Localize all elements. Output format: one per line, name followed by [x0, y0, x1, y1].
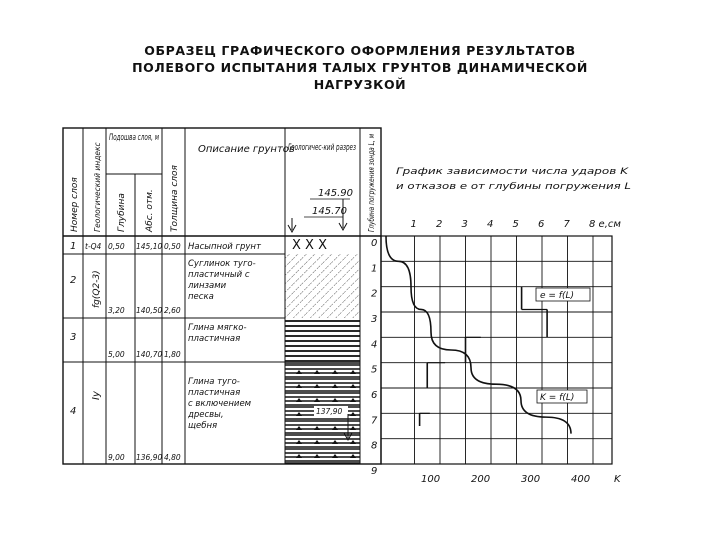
graph-caption-1: График зависимости числа ударов K — [396, 167, 630, 177]
e-tick-label: 2 — [436, 219, 443, 230]
k-tick-label: 400 — [571, 474, 591, 485]
section-mark-top: 145.90 — [318, 188, 353, 199]
row-4-desc-5: щебня — [188, 421, 218, 431]
row-2-desc-4: песка — [188, 292, 214, 302]
geological-section — [285, 238, 360, 464]
index-label-iy: Iy — [91, 391, 102, 400]
row-3-no: 3 — [70, 332, 77, 343]
section-mark-bottom: 145.70 — [312, 206, 347, 217]
row-1-thick: 0,50 — [164, 242, 181, 251]
row-4-desc-3: с включением — [188, 399, 252, 409]
row-4-desc-2: пластичная — [188, 388, 241, 398]
depth-tick-label: 7 — [371, 415, 378, 427]
row-3-depth: 5,00 — [108, 350, 125, 359]
table-row — [70, 377, 252, 462]
row-4-abs: 136,90 — [136, 453, 163, 462]
k-axis-ticks — [421, 474, 622, 485]
k-curve — [386, 236, 571, 434]
row-4-desc-1: Глина туго- — [188, 377, 240, 387]
row-3-abs: 140,70 — [136, 350, 163, 359]
row-4-desc-4: дресвы, — [188, 410, 224, 420]
row-4-depth: 9,00 — [108, 453, 125, 462]
row-2-no: 2 — [70, 275, 77, 286]
loam-hatch — [285, 254, 360, 318]
soft-clay-hatch — [285, 318, 360, 362]
e-tick-label: 5 — [512, 219, 519, 230]
title-line-3: НАГРУЗКОЙ — [313, 77, 407, 92]
header-description: Описание грунтов — [198, 144, 295, 155]
depth-tick-label: 2 — [371, 288, 378, 300]
e-axis-ticks — [411, 219, 622, 230]
depth-tick-label: 1 — [371, 263, 378, 275]
header-abs-mark: Абс. отм. — [145, 189, 155, 232]
row-2-abs: 140,50 — [136, 306, 163, 315]
series-e-f-l — [420, 287, 547, 426]
row-1-abs: 145,10 — [136, 242, 163, 251]
depth-tick-label: 9 — [371, 466, 378, 477]
header-section: Геологичес-кий разрез — [288, 143, 357, 153]
fill-marks: X X X — [292, 238, 327, 253]
e-tick-label: 4 — [487, 219, 494, 230]
row-1-index: t-Q4 — [85, 242, 102, 251]
row-3-desc-1: Глина мягко- — [188, 323, 247, 333]
e-tick-label: 6 — [538, 219, 545, 230]
graph-frame — [381, 236, 612, 464]
section-mark-arrow-2 — [288, 218, 296, 232]
row-4-thick: 4,80 — [164, 453, 181, 462]
graph-grid — [381, 236, 612, 464]
depth-tick-label: 3 — [371, 314, 378, 325]
depth-tick-label: 8 — [371, 440, 378, 452]
header-geo-index: Геологический индекс — [93, 142, 102, 232]
title-line-2: ПОЛЕВОГО ИСПЫТАНИЯ ТАЛЫХ ГРУНТОВ ДИНАМИЧЕСКОЙ — [132, 60, 588, 75]
row-3-desc-2: пластичная — [188, 334, 241, 344]
row-2-desc-1: Суглинок туго- — [188, 259, 256, 269]
label-e-f-l: e = f(L) — [540, 291, 575, 301]
e-tick-label: 7 — [563, 219, 570, 230]
table-row — [70, 241, 262, 252]
e-tick-label: 8 e,см — [589, 219, 621, 230]
depth-scale — [371, 238, 378, 477]
header-sole: Подошва слоя, м — [109, 133, 160, 143]
row-2-desc-3: линзами — [188, 281, 227, 291]
header-layer-no: Номер слоя — [70, 177, 80, 232]
row-3-thick: 1,80 — [164, 350, 181, 359]
table-row — [70, 323, 247, 359]
label-k-f-l: K = f(L) — [540, 393, 575, 403]
header-thickness: Толщина слоя — [170, 165, 180, 232]
e-tick-label: 3 — [461, 219, 468, 230]
index-label-fg: fg(Q2-3) — [92, 270, 102, 308]
e-tick-label: 1 — [410, 219, 417, 230]
header-scale: Глубина погружения зонда L, м — [367, 106, 376, 232]
k-tick-label: K — [614, 474, 621, 485]
row-2-depth: 3,20 — [108, 306, 125, 315]
row-2-desc-2: пластичный с — [188, 270, 250, 280]
k-tick-label: 300 — [521, 474, 541, 485]
series-k-f-l — [386, 236, 571, 434]
k-tick-label: 100 — [421, 474, 441, 485]
depth-tick-label: 0 — [371, 238, 378, 249]
depth-tick-label: 4 — [371, 339, 378, 351]
water-mark: 137,90 — [316, 407, 343, 416]
title-line-1: ОБРАЗЕЦ ГРАФИЧЕСКОГО ОФОРМЛЕНИЯ РЕЗУЛЬТАТОВ — [144, 43, 576, 58]
graph-caption-2: и отказов e от глубины погружения L — [396, 182, 631, 192]
k-tick-label: 200 — [471, 474, 491, 485]
row-1-desc: Насыпной грунт — [188, 242, 261, 252]
depth-tick-label: 6 — [371, 390, 378, 401]
row-1-depth: 0,50 — [108, 242, 125, 251]
row-2-thick: 2,60 — [164, 306, 181, 315]
row-4-no: 4 — [70, 406, 77, 417]
depth-tick-label: 5 — [371, 364, 378, 376]
header-depth: Глубина — [117, 193, 127, 232]
row-1-no: 1 — [70, 241, 77, 252]
